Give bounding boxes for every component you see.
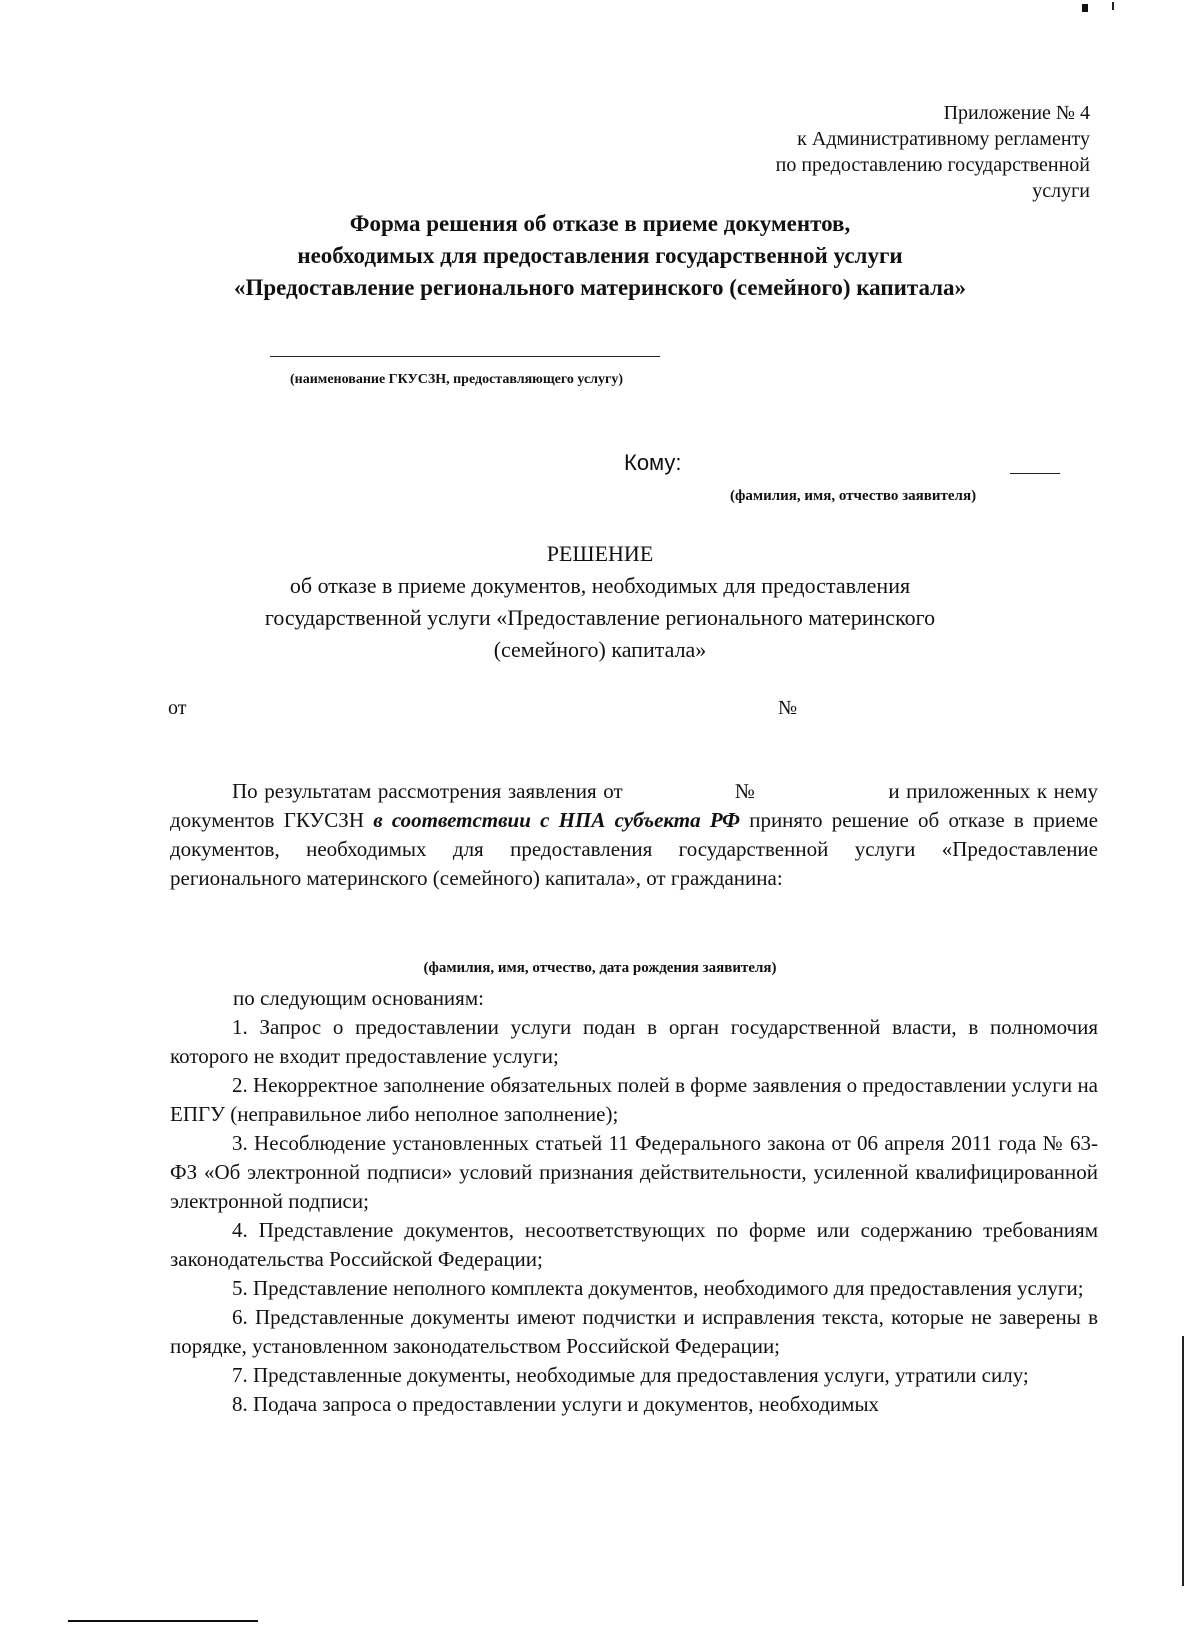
recipient-fill-line xyxy=(1010,473,1060,474)
number-label: № xyxy=(778,697,798,719)
appendix-line-4: услуги xyxy=(1032,180,1090,202)
ground-item: 5. Представление неполного комплекта документов, необходимого для предоставления услуги; xyxy=(232,1276,1084,1300)
appendix-line-2: к Административному регламенту xyxy=(797,128,1090,150)
form-title xyxy=(0,208,1200,304)
decision-title xyxy=(0,538,1200,666)
org-name-fill-line xyxy=(270,356,660,357)
recipient-caption: (фамилия, имя, отчество заявителя) xyxy=(730,488,977,504)
decision-line-2: государственной услуги «Предоставление регионального материнского xyxy=(264,605,936,630)
grounds-list xyxy=(170,1013,1098,1419)
org-caption: (наименование ГКУСЗН, предоставляющего услугу) xyxy=(290,372,624,387)
ground-item: 8. Подача запроса о предоставлении услуги и документов, необходимых xyxy=(232,1392,880,1416)
appendix-line-1: Приложение № 4 xyxy=(943,102,1090,124)
intro-paragraph xyxy=(170,777,1104,893)
date-label: от xyxy=(168,697,187,719)
grounds-intro: по следующим основаниям: xyxy=(233,986,484,1010)
appendix-block xyxy=(776,100,1090,204)
ground-item: 6. Представленные документы имеют подчистки и исправления текста, которые не заверены в порядке, установленном законодательством Российской Федерации; xyxy=(170,1305,1098,1358)
scan-mark xyxy=(1112,2,1114,10)
recipient-label: Кому: xyxy=(624,450,682,475)
footnote-separator xyxy=(68,1620,258,1622)
ground-item: 4. Представление документов, несоответствующих по форме или содержанию требованиям законодательства Российской Федерации; xyxy=(170,1218,1098,1271)
ground-item: 2. Некорректное заполнение обязательных полей в форме заявления о предоставлении услуги на ЕПГУ (неправильное либо неполное заполнение); xyxy=(170,1073,1098,1126)
form-title-line-1: Форма решения об отказе в приеме документов, xyxy=(349,211,851,236)
intro-text-1: По результатам рассмотрения заявления от № и приложенных к нему документов ГКУСЗН xyxy=(170,779,1104,832)
intro-text-2: принято решение об отказе в приеме документов, необходимых для предоставления государственной услуги «Предоставление регионального материнского (семейного) капитала», от гражданина: xyxy=(170,808,1098,890)
appendix-line-3: по предоставлению государственной xyxy=(775,154,1090,176)
decision-heading: РЕШЕНИЕ xyxy=(546,541,654,566)
ground-item: 7. Представленные документы, необходимые для предоставления услуги, утратили силу; xyxy=(232,1363,1029,1387)
intro-italic: в соответствии с НПА субъекта РФ xyxy=(373,808,740,832)
form-title-line-2: необходимых для предоставления государственной услуги xyxy=(297,243,903,268)
scan-mark xyxy=(1082,4,1088,12)
ground-item: 3. Несоблюдение установленных статьей 11 Федерального закона от 06 апреля 2011 года № 63-ФЗ «Об электронной подписи» условий признания действительности, усиленной квалифицированной электронной подписи; xyxy=(170,1131,1098,1213)
decision-line-1: об отказе в приеме документов, необходимых для предоставления xyxy=(289,573,911,598)
form-title-line-3: «Предоставление регионального материнского (семейного) капитала» xyxy=(233,275,967,300)
decision-line-3: (семейного) капитала» xyxy=(493,637,707,662)
ground-item: 1. Запрос о предоставлении услуги подан в орган государственной власти, в полномочия которого не входит предоставление услуги; xyxy=(170,1015,1098,1068)
scan-mark xyxy=(1182,1336,1184,1586)
applicant-caption: (фамилия, имя, отчество, дата рождения заявителя) xyxy=(423,960,777,976)
